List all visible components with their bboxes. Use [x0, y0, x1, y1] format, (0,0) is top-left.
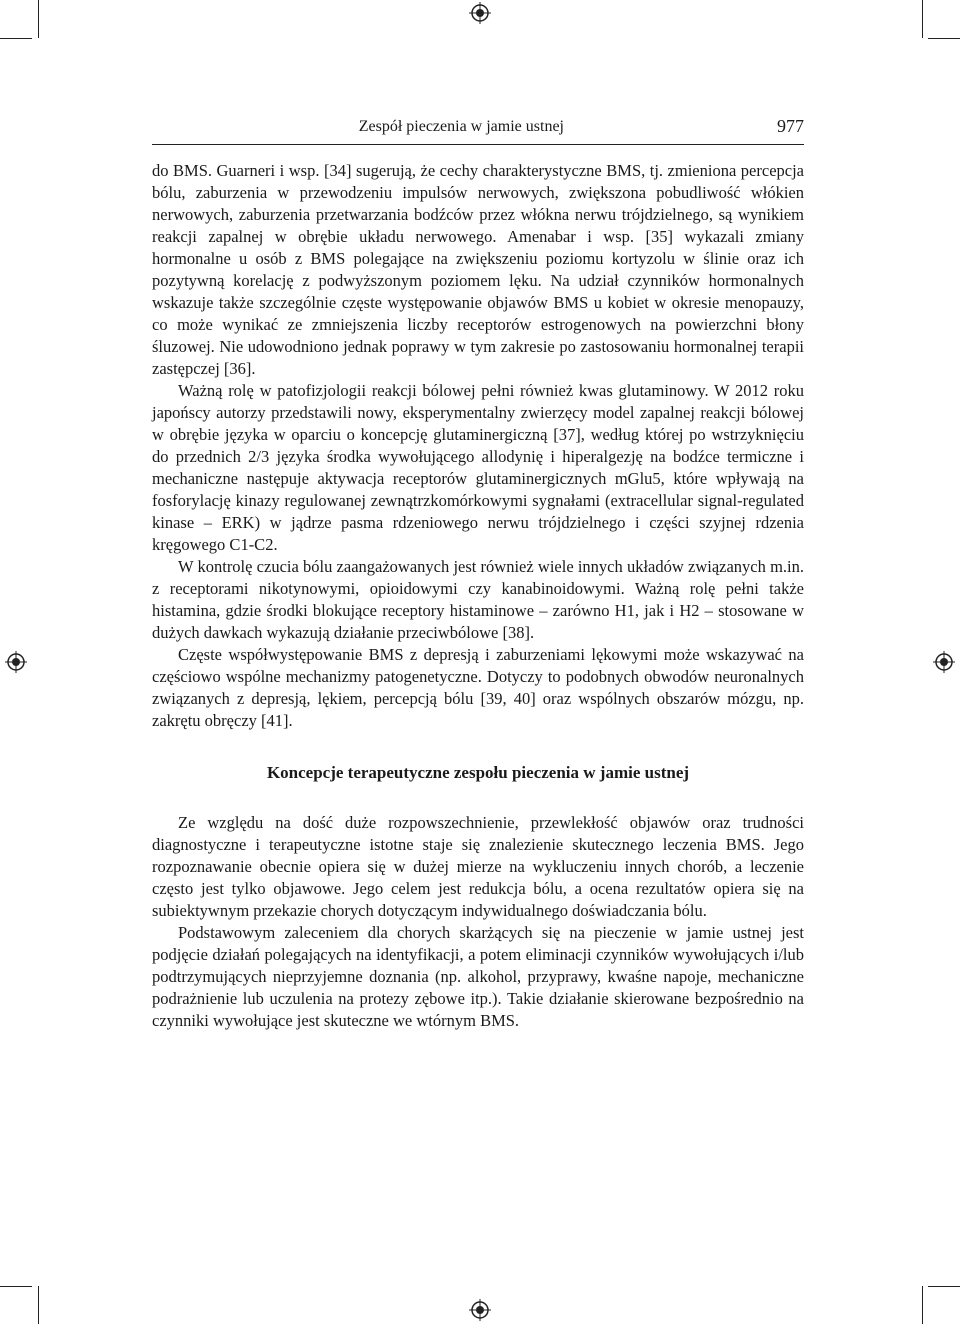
paragraph: do BMS. Guarneri i wsp. [34] sugerują, że cechy charakterystyczne BMS, tj. zmieniona percepcja bólu, zaburzenia w przewodzeniu impulsów nerwowych, zwiększona pobudliwość włókien nerwowych, zaburzenia przetwarzania bodźców przez włókna nerwu trójdzielnego, są wynikiem reakcji zapalnej w obrębie układu nerwowego. Amenabar i wsp. [35] wykazali zmiany hormonalne u osób z BMS polegające na zwiększeniu poziomu kortyzolu w ślinie oraz ich pozytywną korelację z podwyższonym poziomem lęku. Na udział czynników hormonalnych wskazuje także szczególnie częste występowanie objawów BMS u kobiet w okresie menopauzy, co może wynikać ze zmniejszenia liczby receptorów estrogenowych na powierzchni błony śluzowej. Nie udowodniono jednak poprawy w tym zakresie po zastosowaniu hormonalnej terapii zastępczej [36].: [152, 161, 804, 378]
section-heading: Koncepcje terapeutyczne zespołu pieczenia w jamie ustnej: [266, 763, 690, 782]
crop-mark-icon: [38, 1286, 39, 1324]
crop-mark-icon: [922, 1286, 923, 1324]
crop-mark-icon: [922, 0, 923, 38]
crop-mark-icon: [0, 1286, 32, 1287]
paragraphs-after-section: [152, 812, 804, 1032]
crosshair-target-icon: [469, 1299, 491, 1321]
crop-mark-icon: [928, 38, 960, 39]
crosshair-target-icon: [933, 651, 955, 673]
crop-mark-icon: [928, 1286, 960, 1287]
paragraph: Podstawowym zaleceniem dla chorych skarżących się na pieczenie w jamie ustnej jest podjęcie działań polegających na identyfikacji, a potem eliminacji czynników wywołujących i/lub podtrzymujących nieprzyjemne doznania (np. alkohol, przyprawy, kwaśne napoje, mechaniczne podrażnienie lub uczulenia na protezy zębowe itp.). Takie działanie skierowane bezpośrednio na czynniki wywołujące jest skuteczne we wtórnym BMS.: [152, 923, 804, 1030]
running-header: [152, 114, 804, 145]
page-number: 977: [777, 116, 804, 136]
crop-mark-icon: [38, 0, 39, 38]
paragraphs-before-section: [152, 160, 804, 732]
paragraph: Częste współwystępowanie BMS z depresją i zaburzeniami lękowymi może wskazywać na częściowo wspólne mechanizmy patogenetyczne. Dotyczy to podobnych obwodów neuronalnych związanych z depresją, lękiem, percepcją bólu [39, 40] oraz wspólnych obszarów mózgu, np. zakrętu obręczy [41].: [152, 645, 804, 730]
crop-mark-icon: [0, 38, 32, 39]
crosshair-target-icon: [469, 2, 491, 24]
paragraph: Ważną rolę w patofizjologii reakcji bólowej pełni również kwas glutaminowy. W 2012 roku japońscy autorzy przedstawili nowy, eksperymentalny zwierzęcy model zapalnej reakcji bólowej w obrębie języka w oparciu o koncepcję glutaminergiczną [37], według której po wstrzyknięciu do przednich 2/3 języka środka wywołującego allodynię i hiperalgezję na bodźce termiczne i mechaniczne następuje aktywacja receptorów glutaminergicznych mGlu5, które wpływają na fosforylację kinazy regulowanej zewnątrzkomórkowymi sygnałami (extracellular signal-regulated kinase – ERK) w jądrze pasma rdzeniowego nerwu trójdzielnego i części szyjnej rdzenia kręgowego C1-C2.: [152, 381, 804, 554]
running-title: Zespół pieczenia w jamie ustnej: [358, 118, 564, 135]
crosshair-target-icon: [5, 651, 27, 673]
body-text: [152, 160, 804, 1032]
paragraph: Ze względu na dość duże rozpowszechnienie, przewlekłość objawów oraz trudności diagnostyczne i terapeutyczne istotne staje się znalezienie skutecznego leczenia BMS. Jego rozpoznawanie obecnie opiera się w dużej mierze na wykluczeniu innych chorób, a leczenie często jest tylko objawowe. Jego celem jest redukcja bólu, a ocena rezultatów opiera się na subiektywnym przekazie chorych dotyczącym indywidualnego doświadczania bólu.: [152, 813, 804, 920]
paragraph: W kontrolę czucia bólu zaangażowanych jest również wiele innych układów związanych m.in. z receptorami nikotynowymi, opioidowymi czy kanabinoidowymi. Ważną rolę pełni także histamina, gdzie środki blokujące receptory histaminowe – zarówno H1, jak i H2 – stosowane w dużych dawkach wykazują działanie przeciwbólowe [38].: [152, 557, 804, 642]
